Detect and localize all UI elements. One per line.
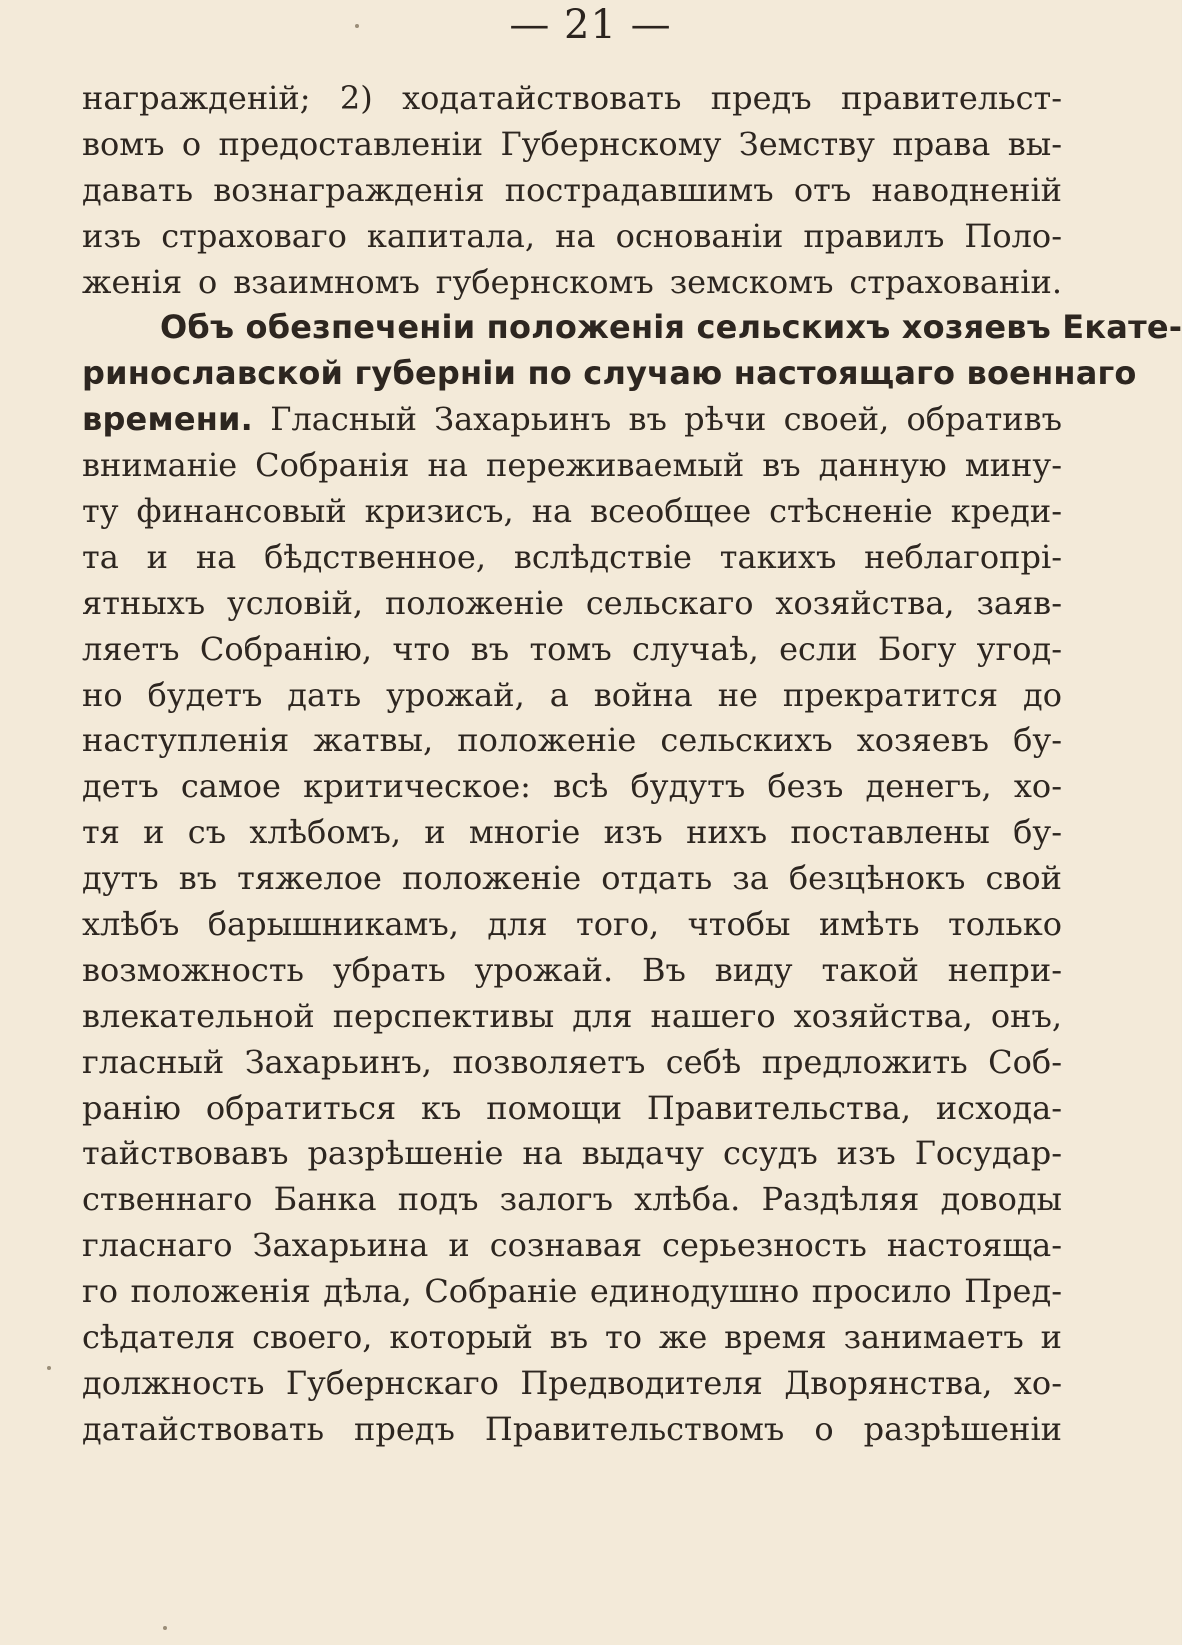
text-span: изъ страховаго капитала, на основаніи правилъ Поло- <box>82 216 1062 255</box>
text-line-2 <box>82 122 1062 168</box>
print-speck <box>163 1626 167 1630</box>
text-line-1 <box>82 76 1062 122</box>
text-line-23 <box>82 1086 1062 1132</box>
text-span: тайствовавъ разрѣшеніе на выдачу ссудъ изъ Государ- <box>82 1134 1062 1173</box>
text-span: влекательной перспективы для нашего хозяйства, онъ, <box>82 996 1062 1035</box>
text-span: го положенія дѣла, Собраніе единодушно просило Пред- <box>82 1272 1062 1311</box>
text-line-14 <box>82 673 1062 719</box>
text-span: дутъ въ тяжелое положеніе отдать за безцѣнокъ свой <box>82 859 1062 898</box>
text-span: ятныхъ условій, положеніе сельскаго хозяйства, заяв- <box>82 583 1062 622</box>
text-span: ранію обратиться къ помощи Правительства, исхода- <box>82 1088 1062 1127</box>
text-span: хлѣбъ барышникамъ, для того, чтобы имѣть только <box>82 905 1062 944</box>
text-line-28 <box>82 1315 1062 1361</box>
text-span: награжденій; 2) ходатайствовать предъ правительст- <box>82 79 1062 117</box>
text-line-13 <box>82 627 1062 673</box>
text-span: тя и съ хлѣбомъ, и многіе изъ нихъ поставлены бу- <box>82 813 1062 852</box>
text-line-3 <box>82 168 1062 214</box>
text-line-30 <box>82 1407 1062 1453</box>
text-span: женія о взаимномъ губернскомъ земскомъ страхованіи. <box>82 262 1062 301</box>
text-line-17 <box>82 810 1062 856</box>
section-heading: ринославской губерніи по случаю настоящаго военнаго <box>82 354 1137 393</box>
section-heading-line-2 <box>82 351 1137 397</box>
text-span: ственнаго Банка подъ залогъ хлѣба. Раздѣляя доводы <box>82 1180 1062 1219</box>
text-line-10 <box>82 489 1062 535</box>
text-line-18 <box>82 856 1062 902</box>
text-line-27 <box>82 1269 1062 1315</box>
section-heading-line-1 <box>82 305 1182 351</box>
text-line-4 <box>82 214 1062 260</box>
text-span: датайствовать предъ Правительствомъ о разрѣшеніи <box>82 1409 1062 1448</box>
text-span: ляетъ Собранію, что въ томъ случаѣ, если Богу угод- <box>82 629 1062 668</box>
text-line-12 <box>82 581 1062 627</box>
text-line-11 <box>82 535 1062 581</box>
text-span: давать вознагражденія пострадавшимъ отъ наводненій <box>82 170 1062 209</box>
text-line-15 <box>82 718 1062 764</box>
print-speck <box>47 1366 51 1370</box>
section-heading-line-3 <box>82 397 1062 443</box>
text-line-21 <box>82 994 1062 1040</box>
text-span: Гласный Захарьинъ въ рѣчи своей, обративъ <box>253 400 1062 439</box>
text-span: детъ самое критическое: всѣ будутъ безъ денегъ, хо- <box>82 767 1062 806</box>
section-heading: времени. <box>82 400 254 439</box>
text-span: наступленія жатвы, положеніе сельскихъ хозяевъ бу- <box>82 721 1062 760</box>
text-span: ту финансовый кризисъ, на всеобщее стѣсненіе креди- <box>82 492 1062 531</box>
text-line-9 <box>82 443 1062 489</box>
text-line-24 <box>82 1131 1062 1177</box>
text-span: вомъ о предоставленіи Губернскому Земству права вы- <box>82 124 1062 163</box>
text-line-26 <box>82 1223 1062 1269</box>
text-line-19 <box>82 902 1062 948</box>
text-line-25 <box>82 1177 1062 1223</box>
text-span: гласный Захарьинъ, позволяетъ себѣ предложить Соб- <box>82 1042 1062 1081</box>
text-line-29 <box>82 1361 1062 1407</box>
text-span: должность Губернскаго Предводителя Дворянства, хо- <box>82 1363 1062 1402</box>
text-span: но будетъ дать урожай, а война не прекратится до <box>82 675 1062 714</box>
text-line-20 <box>82 948 1062 994</box>
text-line-22 <box>82 1040 1062 1086</box>
section-heading: Объ обезпеченіи положенія сельскихъ хозяевъ Екате- <box>160 308 1182 347</box>
text-span: гласнаго Захарьина и сознавая серьезность настояща- <box>82 1226 1062 1265</box>
page-number: — 21 — <box>509 2 672 48</box>
text-line-16 <box>82 764 1062 810</box>
text-line-5 <box>82 260 1062 306</box>
text-span: возможность убрать урожай. Въ виду такой непри- <box>82 950 1062 989</box>
text-span: та и на бѣдственное, вслѣдствіе такихъ неблагопрі- <box>82 537 1062 576</box>
text-span: вниманіе Собранія на переживаемый въ данную мину- <box>82 446 1062 485</box>
body-text <box>82 76 1182 1453</box>
text-span: сѣдателя своего, который въ то же время занимаетъ и <box>82 1318 1062 1357</box>
